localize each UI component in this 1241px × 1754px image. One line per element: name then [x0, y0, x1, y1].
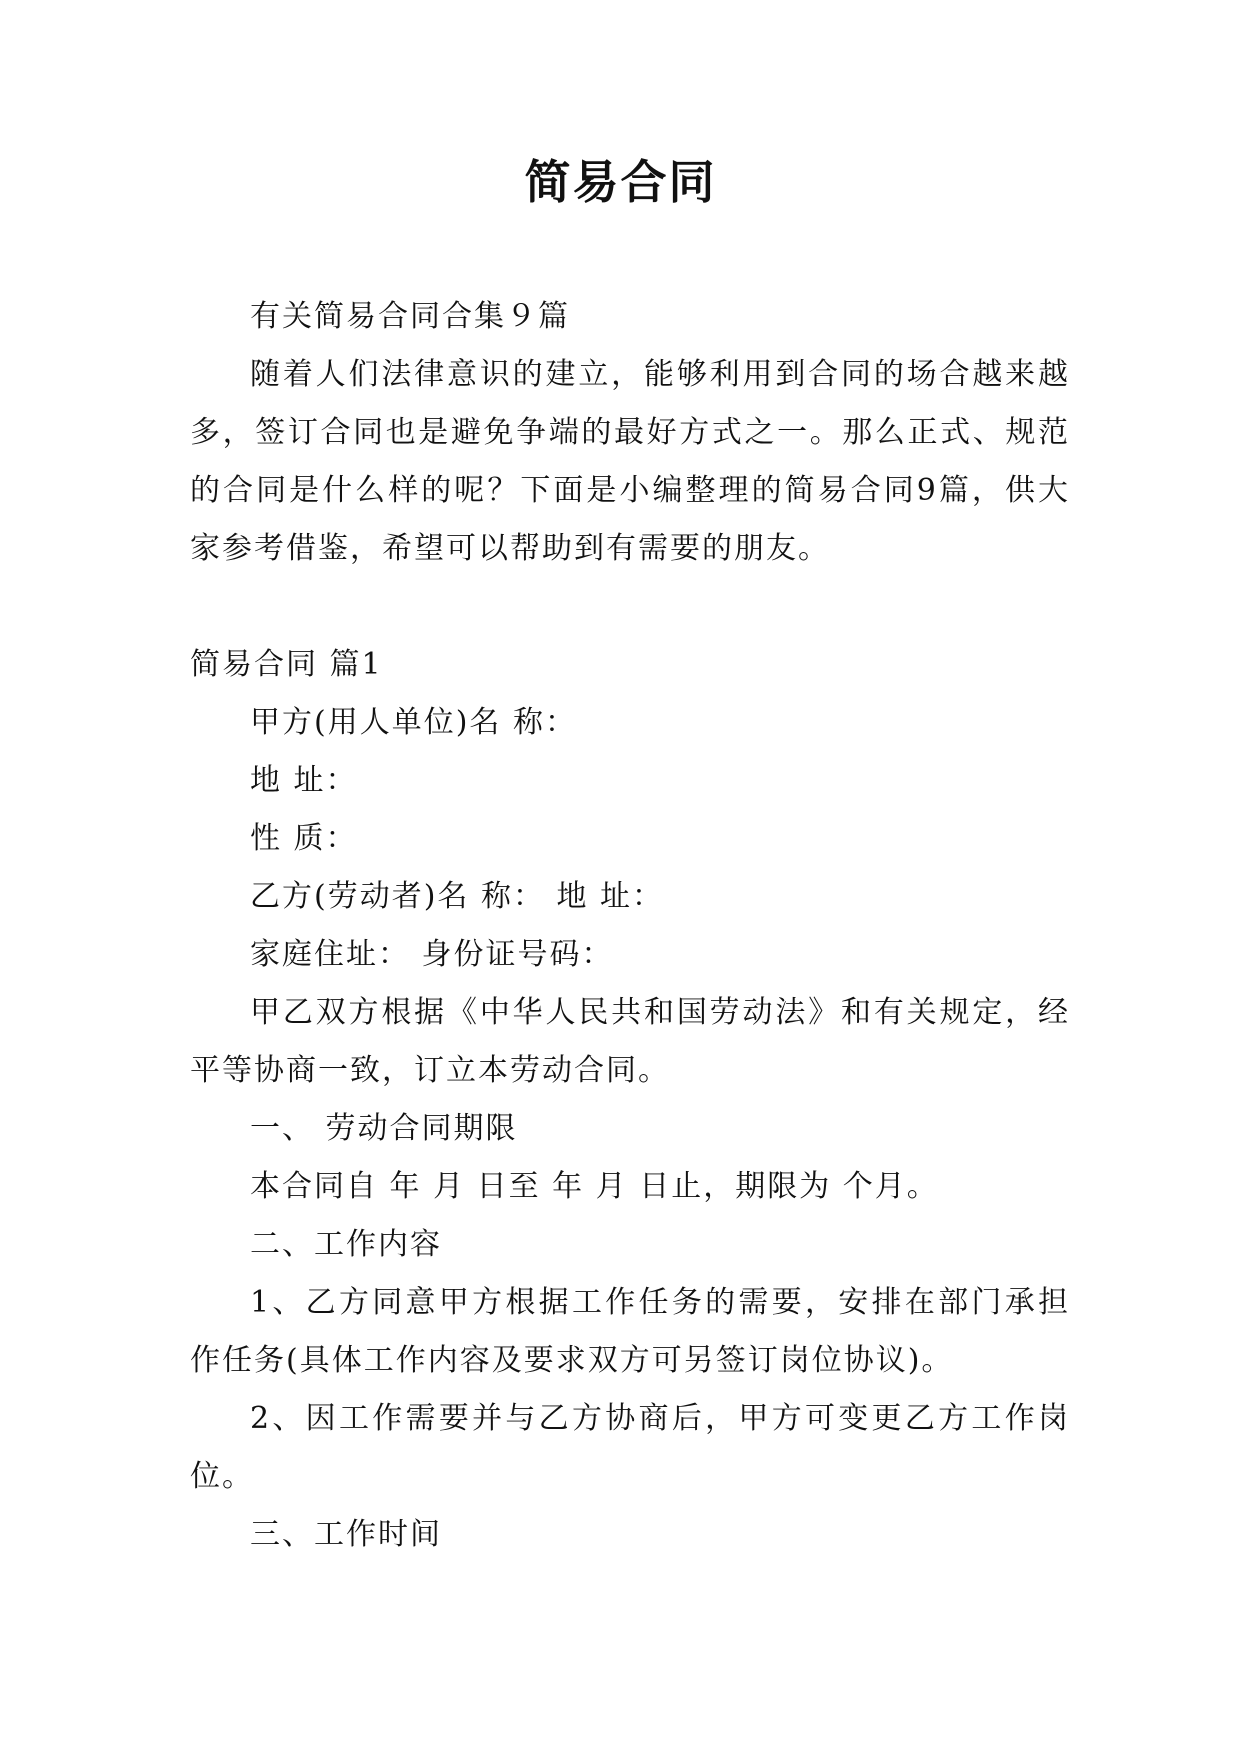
- clause-heading-2: 二、工作内容: [250, 1227, 442, 1262]
- document-title: 简易合同: [524, 155, 717, 209]
- section-heading: 简易合同 篇1: [190, 647, 383, 682]
- party-b-home-id: 家庭住址： 身份证号码：: [250, 937, 614, 972]
- agreement-basis: 甲乙双方根据《中华人民共和国劳动法》和有关规定，经平等协商一致，订立本劳动合同。: [190, 995, 1070, 1088]
- document-body: [190, 288, 1070, 1564]
- party-a-address: 地 址：: [250, 763, 358, 798]
- contract-term: 本合同自 年 月 日至 年 月 日止，期限为 个月。: [250, 1169, 939, 1204]
- work-content-2: 2、因工作需要并与乙方协商后，甲方可变更乙方工作岗位。: [190, 1401, 1070, 1494]
- party-a-nature: 性 质：: [250, 821, 358, 856]
- party-a-name: 甲方(用人单位)名 称：: [250, 705, 577, 740]
- intro-paragraph: 随着人们法律意识的建立，能够利用到合同的场合越来越多，签订合同也是避免争端的最好方式之一。那么正式、规范的合同是什么样的呢？下面是小编整理的简易合同9篇，供大家参考借鉴，希望可以帮助到有需要的朋友。: [190, 357, 1070, 566]
- section-spacer: [190, 578, 1070, 636]
- subtitle: 有关简易合同合集９篇: [250, 299, 570, 334]
- work-content-1: 1、乙方同意甲方根据工作任务的需要，安排在部门承担作任务(具体工作内容及要求双方可另签订岗位协议)。: [190, 1285, 1070, 1378]
- party-b-name-address: 乙方(劳动者)名 称： 地 址：: [250, 879, 665, 914]
- clause-heading-3: 三、工作时间: [250, 1517, 442, 1552]
- clause-heading-1: 一、 劳动合同期限: [250, 1111, 518, 1146]
